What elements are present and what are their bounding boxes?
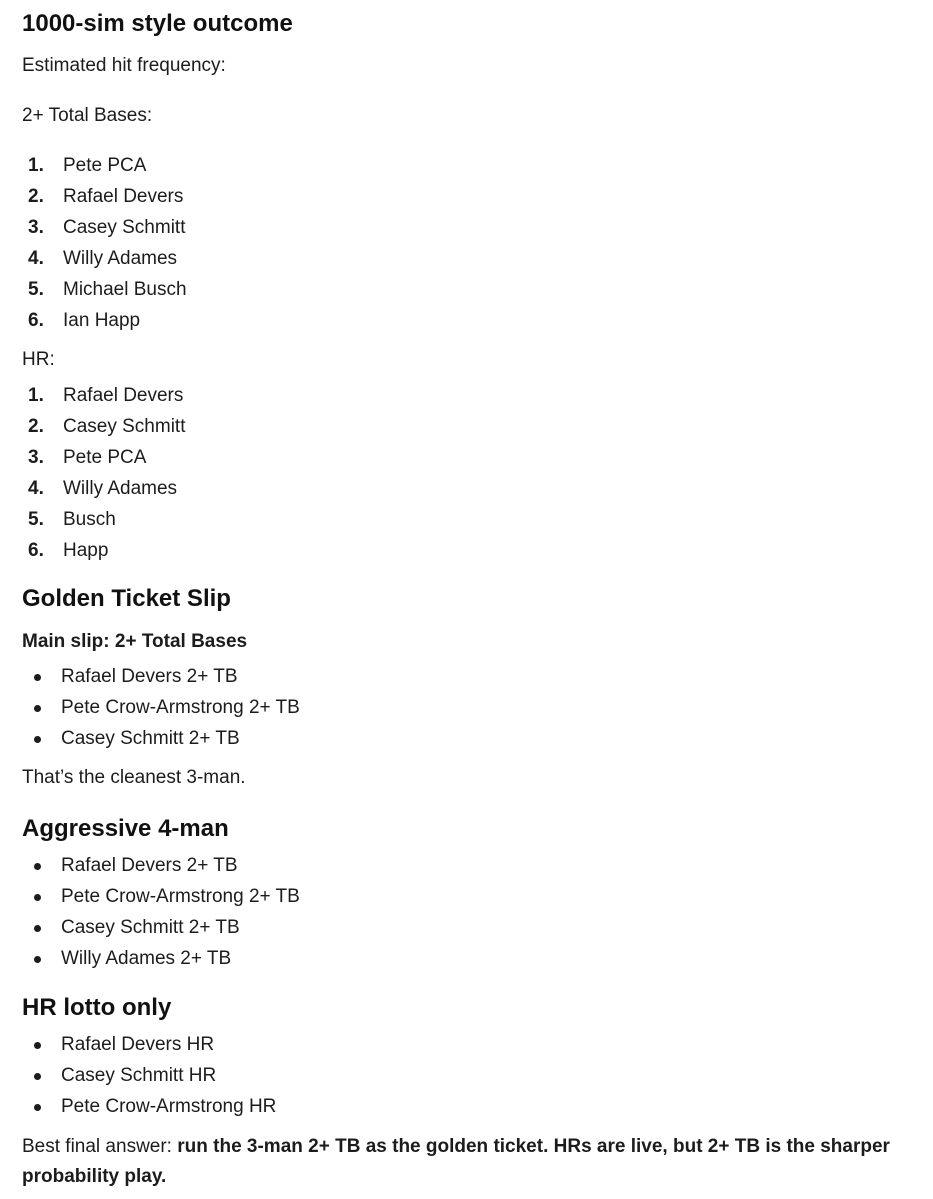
- list-item: [22, 912, 902, 943]
- final-answer: [22, 1132, 917, 1192]
- list-number: 1.: [28, 155, 44, 176]
- list-item: [22, 1029, 902, 1060]
- sim-title: 1000-sim style outcome: [22, 10, 293, 37]
- bullet-icon: [34, 863, 41, 870]
- golden-main-label: Main slip: 2+ Total Bases: [22, 631, 248, 652]
- aggressive-title: Aggressive 4-man: [22, 815, 229, 842]
- bullet-icon: [34, 925, 41, 932]
- player-name: Casey Schmitt: [63, 416, 186, 437]
- hr-lotto-list: [22, 1029, 902, 1122]
- list-number: 5.: [28, 279, 44, 300]
- list-item: [22, 243, 902, 274]
- player-name: Happ: [63, 540, 109, 561]
- bullet-icon: [34, 705, 41, 712]
- golden-title: Golden Ticket Slip: [22, 585, 231, 612]
- list-item: [22, 504, 902, 535]
- hr-lotto-title: HR lotto only: [22, 994, 172, 1021]
- aggressive-list: [22, 850, 902, 974]
- player-name: Rafael Devers: [63, 186, 184, 207]
- list-number: 2.: [28, 416, 44, 437]
- list-number: 4.: [28, 248, 44, 269]
- list-item: [22, 473, 902, 504]
- list-item: [22, 723, 902, 754]
- slip-item: Pete Crow-Armstrong 2+ TB: [61, 697, 300, 718]
- bullet-icon: [34, 736, 41, 743]
- list-number: 3.: [28, 217, 44, 238]
- list-item: [22, 943, 902, 974]
- bullet-icon: [34, 1073, 41, 1080]
- player-name: Busch: [63, 509, 116, 530]
- list-item: [22, 661, 902, 692]
- list-number: 2.: [28, 186, 44, 207]
- player-name: Rafael Devers: [63, 385, 184, 406]
- list-number: 1.: [28, 385, 44, 406]
- list-number: 6.: [28, 540, 44, 561]
- list-item: [22, 305, 902, 336]
- list-item: [22, 380, 902, 411]
- player-name: Ian Happ: [63, 310, 141, 331]
- player-name: Pete PCA: [63, 447, 147, 468]
- player-name: Willy Adames: [63, 248, 178, 269]
- list-item: [22, 881, 902, 912]
- list-number: 3.: [28, 447, 44, 468]
- list-item: [22, 1060, 902, 1091]
- final-recommendation: run the 3-man 2+ TB as the golden ticket. HRs are live, but 2+ TB is the sharper probability play.: [22, 1136, 890, 1187]
- list-number: 6.: [28, 310, 44, 331]
- bullet-icon: [34, 1042, 41, 1049]
- player-name: Willy Adames: [63, 478, 178, 499]
- list-item: [22, 850, 902, 881]
- golden-list: [22, 661, 902, 754]
- list-item: [22, 150, 902, 181]
- hr-label: HR:: [22, 349, 55, 370]
- bullet-icon: [34, 1104, 41, 1111]
- hr-list: [22, 380, 902, 566]
- list-item: [22, 1091, 902, 1122]
- list-item: [22, 181, 902, 212]
- list-number: 5.: [28, 509, 44, 530]
- slip-item: Casey Schmitt 2+ TB: [61, 728, 240, 749]
- list-item: [22, 274, 902, 305]
- bullet-icon: [34, 956, 41, 963]
- tb-label: 2+ Total Bases:: [22, 105, 153, 126]
- tb-list: [22, 150, 902, 336]
- slip-item: Casey Schmitt 2+ TB: [61, 917, 240, 938]
- slip-item: Rafael Devers HR: [61, 1034, 215, 1055]
- slip-item: Willy Adames 2+ TB: [61, 948, 232, 969]
- list-item: [22, 442, 902, 473]
- list-item: [22, 535, 902, 566]
- final-prefix: Best final answer:: [22, 1136, 178, 1157]
- bullet-icon: [34, 674, 41, 681]
- sim-intro: Estimated hit frequency:: [22, 55, 226, 76]
- player-name: Pete PCA: [63, 155, 147, 176]
- player-name: Michael Busch: [63, 279, 187, 300]
- slip-item: Rafael Devers 2+ TB: [61, 666, 238, 687]
- list-item: [22, 411, 902, 442]
- golden-note: That’s the cleanest 3-man.: [22, 767, 246, 788]
- slip-item: Pete Crow-Armstrong 2+ TB: [61, 886, 300, 907]
- slip-item: Pete Crow-Armstrong HR: [61, 1096, 277, 1117]
- list-number: 4.: [28, 478, 44, 499]
- bullet-icon: [34, 894, 41, 901]
- slip-item: Casey Schmitt HR: [61, 1065, 217, 1086]
- list-item: [22, 692, 902, 723]
- player-name: Casey Schmitt: [63, 217, 186, 238]
- list-item: [22, 212, 902, 243]
- slip-item: Rafael Devers 2+ TB: [61, 855, 238, 876]
